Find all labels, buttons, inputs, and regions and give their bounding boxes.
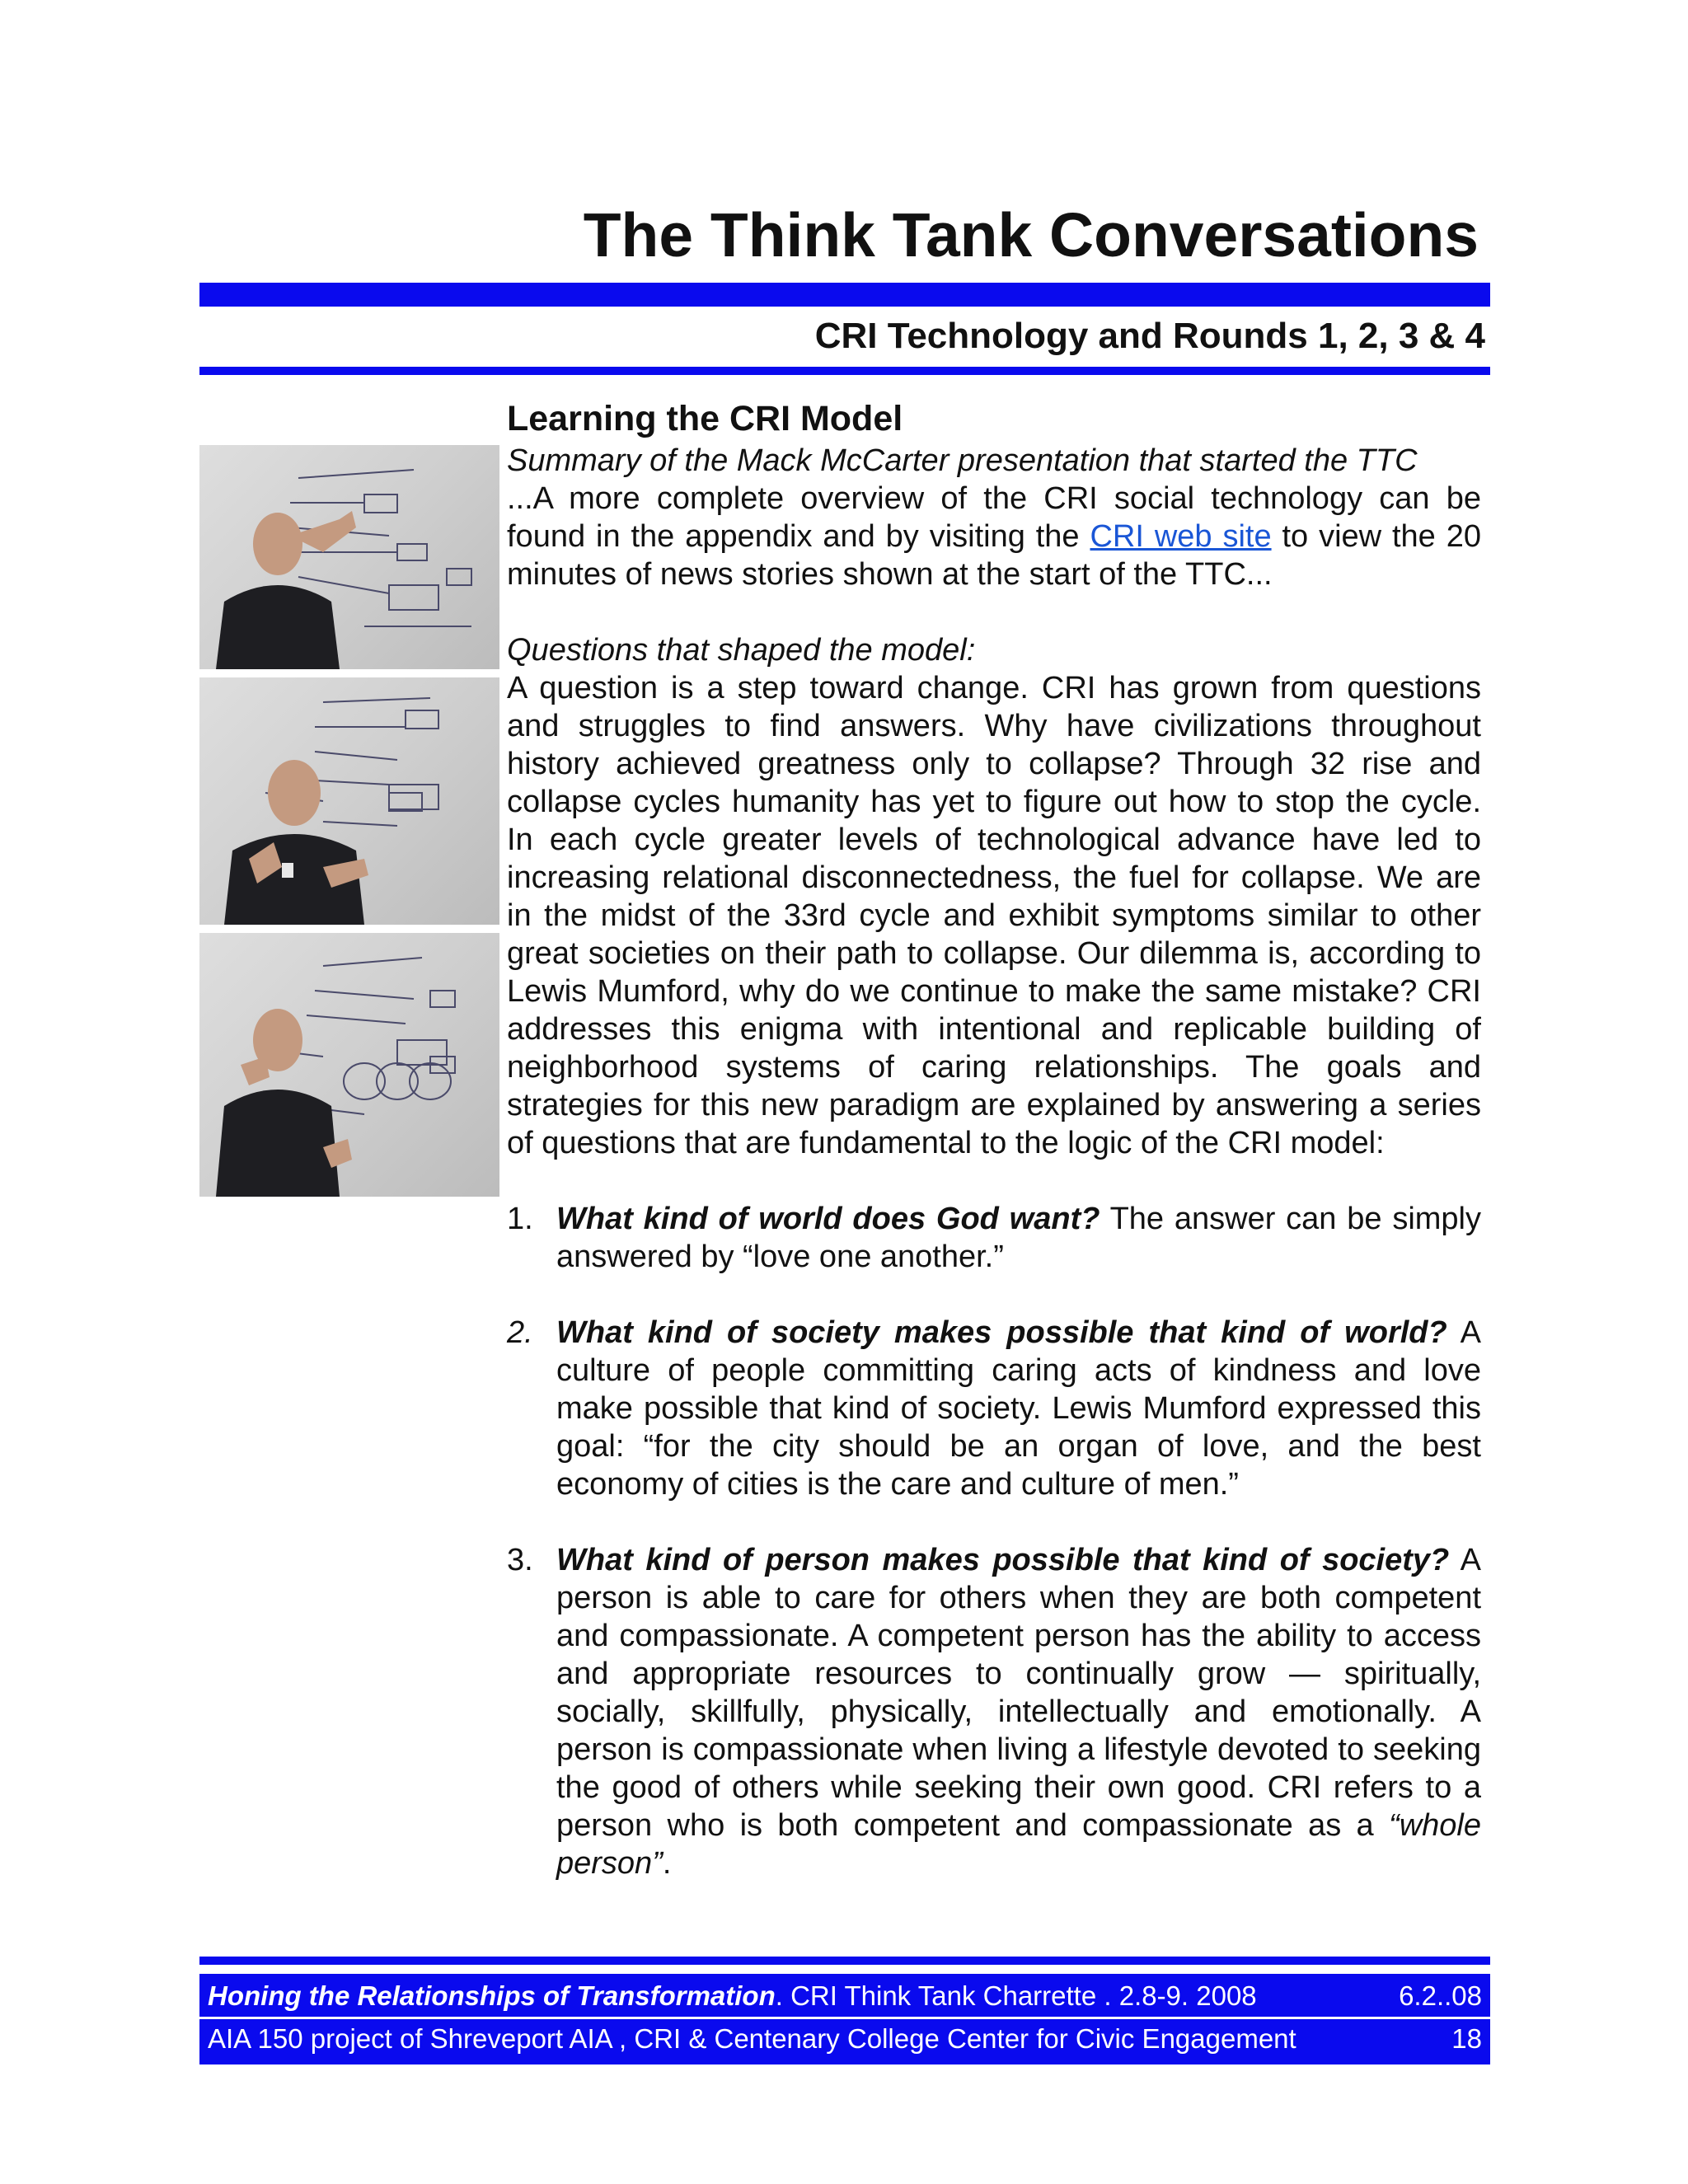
footer-line-2 <box>208 2020 1482 2058</box>
answer-text: A person is able to care for others when they are both competent and compassionate. A competent person has the ability to access and appropriate resources to continually grow — spiritually, socially, skillfully, physically, intellectually and emotionally. A person is compassionate when living a lifestyle devoted to seeking the good of others while seeking their own good. CRI refers to a person who is both competent and compassionate as a <box>556 1543 1481 1843</box>
body-paragraph: A question is a step toward change. CRI has grown from questions and struggles to find answers. Why have civilizations throughout history achieved greatness only to collapse? Through 32 rise and collapse cycles humanity has yet to figure out how to stop the cycle. In each cycle greater levels of technological advance have led to increasing relational disconnectedness, the fuel for collapse. We are in the midst of the 33rd cycle and exhibit symptoms similar to other great societies on their path to collapse. Our dilemma is, according to Lewis Mumford, why do we continue to make the same mistake? CRI addresses this enigma with intentional and replicable building of neighborhood systems of caring relationships. The goals and strategies for this new paradigm are explained by answering a series of questions that are fundamental to the logic of the CRI model: <box>507 671 1481 1160</box>
footer-title: Honing the Relationships of Transformation <box>208 1980 776 2011</box>
intro-text: ...A more complete overview of the CRI social technology can be found in the appendix and by visiting the <box>507 481 1481 554</box>
footer-event: . CRI Think Tank Charrette . 2.8-9. 2008 <box>775 1980 1257 2011</box>
questions-heading: Questions that shaped the model: <box>507 633 976 668</box>
question-text: What kind of society makes possible that kind of world? <box>556 1315 1447 1350</box>
cri-web-site-link[interactable]: CRI web site <box>1090 519 1272 554</box>
footer-project: AIA 150 project of Shreveport AIA , CRI & Centenary College Center for Civic Engagement <box>208 2023 1296 2054</box>
presenter-photo <box>199 933 499 1197</box>
footer-line-1 <box>208 1977 1482 2015</box>
intro-text-end: to view the 20 minutes of news stories shown at the start of the TTC... <box>507 519 1481 592</box>
questions-list <box>507 1200 1481 1882</box>
section-heading: Learning the CRI Model <box>507 399 903 438</box>
question-number: 2. <box>507 1315 533 1350</box>
section-subtitle: CRI Technology and Rounds 1, 2, 3 & 4 <box>814 316 1485 356</box>
answer-end: . <box>662 1846 672 1881</box>
page-title: The Think Tank Conversations <box>583 200 1479 269</box>
title-rule <box>199 283 1490 307</box>
footer-date: 6.2..08 <box>1399 1980 1482 2011</box>
page-number: 18 <box>1451 2023 1482 2054</box>
answer-text: A culture of people committing caring acts of kindness and love make possible that kind of society. Lewis Mumford expressed this goal: “for the city should be an organ of love, and the best economy of cities is the care and culture of men.” <box>556 1315 1481 1502</box>
question-item <box>507 1541 1481 1882</box>
question-item <box>507 1314 1481 1503</box>
photo-column <box>199 445 499 1205</box>
whole-person-emphasis: “whole person” <box>556 1808 1481 1881</box>
article <box>507 396 1481 1920</box>
answer-text: The answer can be simply answered by “love one another.” <box>556 1202 1481 1274</box>
summary-line: Summary of the Mack McCarter presentation that started the TTC <box>507 443 1418 478</box>
question-item <box>507 1200 1481 1276</box>
subtitle-rule <box>199 367 1490 375</box>
footer-divider <box>199 2017 1490 2019</box>
presenter-photo <box>199 445 499 669</box>
page-footer <box>199 1974 1490 2064</box>
question-number: 3. <box>507 1543 533 1577</box>
intro-paragraph <box>507 480 1481 593</box>
question-text: What kind of world does God want? <box>556 1202 1100 1236</box>
presenter-photo <box>199 677 499 925</box>
question-text: What kind of person makes possible that kind of society? <box>556 1543 1450 1577</box>
footer-rule <box>199 1957 1490 1965</box>
question-number: 1. <box>507 1202 533 1236</box>
